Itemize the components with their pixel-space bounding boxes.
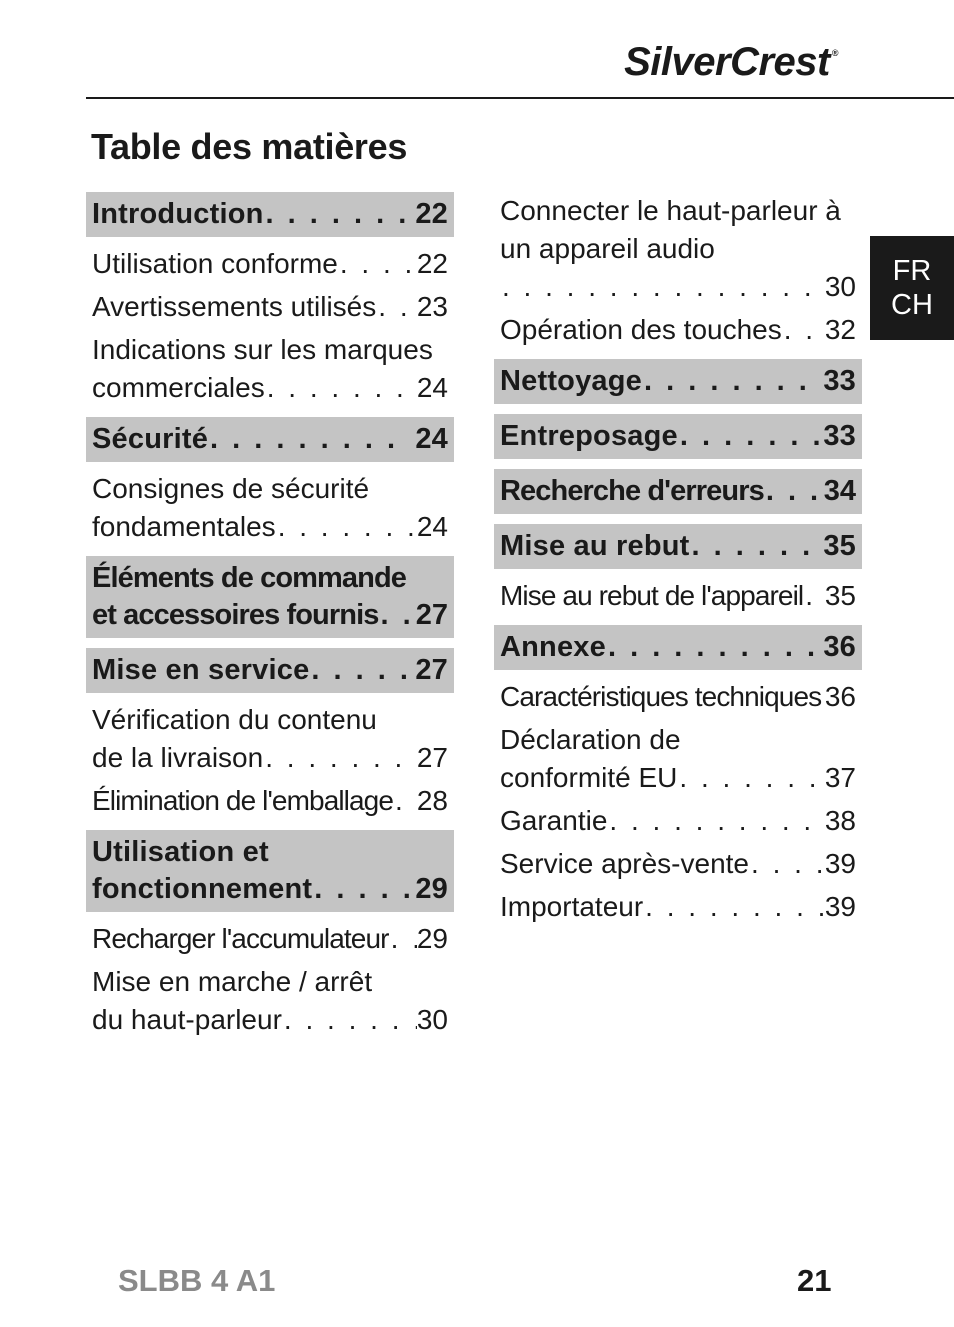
toc-label: Nettoyage xyxy=(500,365,642,397)
toc-row xyxy=(92,1001,448,1039)
toc-label-line: Consignes de sécurité xyxy=(92,473,370,504)
page-ref: 29 xyxy=(416,923,448,954)
dot-leader xyxy=(380,597,411,634)
dot-leader xyxy=(766,473,820,510)
toc-row xyxy=(500,888,856,926)
toc-row xyxy=(92,245,448,283)
toc-entry[interactable] xyxy=(86,288,454,326)
toc-entry[interactable] xyxy=(494,888,862,926)
toc-row xyxy=(92,652,448,689)
toc-label-line: Vérification du contenu xyxy=(92,704,377,735)
toc-row xyxy=(500,363,856,400)
language-tab xyxy=(870,236,954,340)
dot-leader xyxy=(395,782,417,820)
toc-label: Garantie xyxy=(500,805,608,836)
page-ref: 22 xyxy=(415,198,448,230)
page-ref: 27 xyxy=(415,599,448,631)
page-ref: 35 xyxy=(824,580,856,611)
toc-row xyxy=(500,759,856,797)
page-number: 21 xyxy=(797,1263,832,1298)
toc-label: Opération des touches xyxy=(500,314,782,345)
toc-label: Introduction xyxy=(92,198,264,230)
toc-label: Utilisation conforme xyxy=(92,248,338,279)
toc-section-heading[interactable] xyxy=(494,625,862,670)
toc-label: Importateur xyxy=(500,891,644,922)
toc-section-heading[interactable] xyxy=(494,524,862,569)
toc-entry[interactable] xyxy=(86,782,454,820)
toc-label: commerciales xyxy=(92,372,265,403)
toc-section-heading[interactable] xyxy=(86,830,454,912)
toc-label: de la livraison xyxy=(92,742,264,773)
toc-row xyxy=(500,577,856,615)
brand-logo: SilverCrest ® xyxy=(624,40,838,84)
dot-leader xyxy=(311,652,411,689)
toc-label-line: Indications sur les marques xyxy=(92,334,433,365)
toc-entry[interactable] xyxy=(494,721,862,797)
toc-row xyxy=(92,508,448,546)
toc-row xyxy=(500,311,856,349)
toc-label-line: Utilisation et xyxy=(92,836,269,868)
toc-entry[interactable] xyxy=(494,845,862,883)
toc-label: Service après-vente xyxy=(500,848,750,879)
toc-label: Élimination de l'emballage xyxy=(92,785,394,816)
toc-entry[interactable] xyxy=(86,470,454,546)
model-number: SLBB 4 A1 xyxy=(118,1263,276,1298)
toc-section-heading[interactable] xyxy=(86,556,454,638)
toc-section-heading[interactable] xyxy=(494,414,862,459)
dot-leader xyxy=(608,629,819,666)
page-ref: 29 xyxy=(415,873,448,905)
toc-row xyxy=(500,418,856,455)
toc-entry[interactable] xyxy=(86,963,454,1039)
dot-leader xyxy=(284,1001,417,1039)
toc-label: Caractéristiques techniques xyxy=(500,681,822,712)
toc-entry[interactable] xyxy=(494,192,862,306)
toc-row xyxy=(92,288,448,326)
dot-leader xyxy=(644,363,819,400)
toc-label: Annexe xyxy=(500,631,606,663)
toc-entry[interactable] xyxy=(494,577,862,615)
toc-entry[interactable] xyxy=(494,802,862,840)
toc-label: Mise au rebut de l'appareil xyxy=(500,580,804,611)
toc-label-line: Mise en marche / arrêt xyxy=(92,966,373,997)
page-ref: 33 xyxy=(823,420,856,452)
dot-leader xyxy=(265,739,417,777)
toc-row xyxy=(500,473,856,510)
page-ref: 24 xyxy=(416,372,448,403)
toc-section-heading[interactable] xyxy=(86,192,454,237)
toc-label-line: Éléments de commande xyxy=(92,562,406,594)
page-ref: 30 xyxy=(416,1004,448,1035)
page-ref: 36 xyxy=(823,631,856,663)
toc-label: fonctionnement xyxy=(92,873,313,905)
toc-section-heading[interactable] xyxy=(494,469,862,514)
page-ref: 23 xyxy=(416,291,448,322)
dot-leader xyxy=(378,288,417,326)
dot-leader xyxy=(266,196,412,233)
page-ref: 32 xyxy=(824,314,856,345)
toc-right-column xyxy=(494,192,862,931)
dot-leader xyxy=(751,845,825,883)
page-ref: 34 xyxy=(823,475,856,507)
toc-row xyxy=(500,678,856,716)
toc-entry[interactable] xyxy=(86,331,454,407)
toc-section-heading[interactable] xyxy=(86,648,454,693)
toc-row xyxy=(500,268,856,306)
toc-label: Recharger l'accumulateur xyxy=(92,923,389,954)
toc-label: Recherche d'erreurs xyxy=(500,475,764,507)
toc-entry[interactable] xyxy=(494,678,862,716)
toc-row xyxy=(92,196,448,233)
dot-leader xyxy=(314,871,411,908)
toc-label: Sécurité xyxy=(92,423,209,455)
dot-leader xyxy=(609,802,824,840)
page-title: Table des matières xyxy=(91,126,408,167)
toc-label: Avertissements utilisés xyxy=(92,291,377,322)
page-ref: 39 xyxy=(824,891,856,922)
page-ref: 39 xyxy=(824,848,856,879)
toc-row xyxy=(92,739,448,777)
toc-label: du haut-parleur xyxy=(92,1004,282,1035)
dot-leader xyxy=(679,759,824,797)
toc-label: conformité EU xyxy=(500,762,678,793)
toc-row xyxy=(92,369,448,407)
dot-leader xyxy=(680,418,819,455)
toc-row xyxy=(92,782,448,820)
toc-section-heading[interactable] xyxy=(494,359,862,404)
page-ref: 24 xyxy=(415,423,448,455)
toc-section-heading[interactable] xyxy=(86,417,454,462)
dot-leader xyxy=(391,920,417,958)
dot-leader xyxy=(784,311,825,349)
page-ref: 24 xyxy=(416,511,448,542)
toc-row xyxy=(92,421,448,458)
dot-leader xyxy=(267,369,417,407)
toc-left-column xyxy=(86,192,454,1044)
header-rule xyxy=(86,97,954,99)
toc-label: Entreposage xyxy=(500,420,678,452)
dot-leader xyxy=(210,421,411,458)
dot-leader xyxy=(692,528,820,565)
toc-label: Mise en service xyxy=(92,654,310,686)
toc-label-line: Déclaration de xyxy=(500,724,681,755)
page-ref: 28 xyxy=(416,785,448,816)
toc-label: Mise au rebut xyxy=(500,530,690,562)
toc-entry[interactable] xyxy=(86,920,454,958)
dot-leader xyxy=(645,888,825,926)
page-ref: 27 xyxy=(416,742,448,773)
toc-row xyxy=(92,920,448,958)
dot-leader xyxy=(805,577,825,615)
dot-leader xyxy=(502,268,825,306)
toc-row xyxy=(500,629,856,666)
toc-label: et accessoires fournis xyxy=(92,599,379,631)
toc-row xyxy=(500,845,856,883)
toc-entry[interactable] xyxy=(86,701,454,777)
page-ref: 33 xyxy=(823,365,856,397)
page-ref: 38 xyxy=(824,805,856,836)
toc-label: fondamentales xyxy=(92,511,276,542)
page-ref: 22 xyxy=(416,248,448,279)
toc-label-line: Connecter le haut-parleur à un appareil audio xyxy=(500,195,841,264)
toc-row xyxy=(500,802,856,840)
page-ref: 30 xyxy=(824,271,856,302)
page-ref: 27 xyxy=(415,654,448,686)
language-code-fr: FR xyxy=(892,255,932,287)
toc-row xyxy=(92,871,448,908)
language-code-ch: CH xyxy=(891,289,933,321)
dot-leader xyxy=(278,508,417,546)
page-ref: 35 xyxy=(823,530,856,562)
dot-leader xyxy=(340,245,417,283)
toc-entry[interactable] xyxy=(494,311,862,349)
toc-entry[interactable] xyxy=(86,245,454,283)
page-ref: 36 xyxy=(824,681,856,712)
toc-row xyxy=(500,528,856,565)
page-ref: 37 xyxy=(824,762,856,793)
toc-row xyxy=(92,597,448,634)
